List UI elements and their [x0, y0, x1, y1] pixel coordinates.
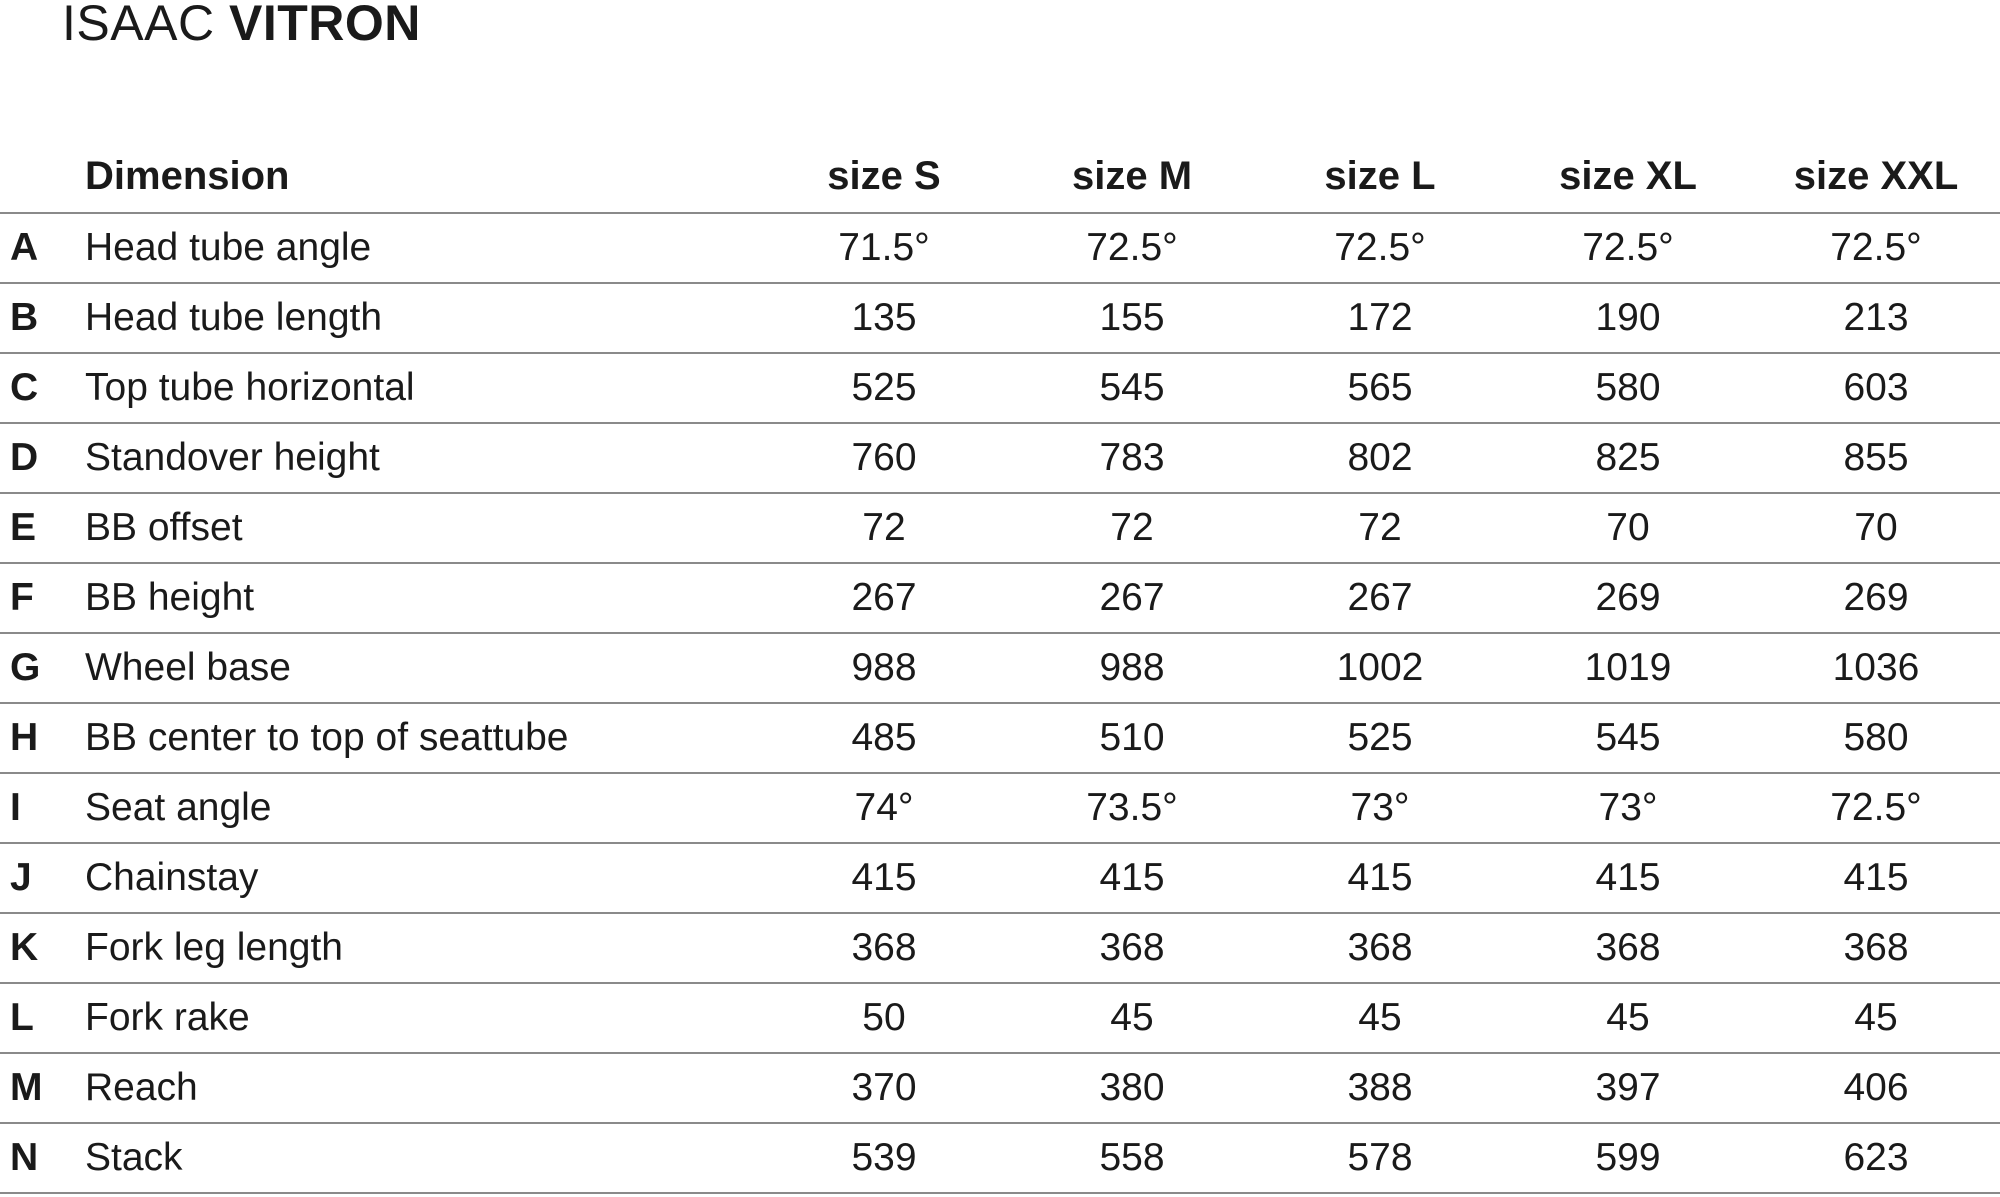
header-size-s: size S [760, 140, 1008, 213]
cell-size-m: 380 [1008, 1053, 1256, 1123]
header-row [0, 140, 2000, 213]
cell-size-xl: 368 [1504, 913, 1752, 983]
row-dimension-label: Reach [85, 1053, 760, 1123]
cell-size-m: 72 [1008, 493, 1256, 563]
row-dimension-label: Fork leg length [85, 913, 760, 983]
cell-size-l: 415 [1256, 843, 1504, 913]
cell-size-s: 74° [760, 773, 1008, 843]
table-row [0, 843, 2000, 913]
table-body [0, 213, 2000, 1193]
row-dimension-label: BB center to top of seattube [85, 703, 760, 773]
row-letter: A [0, 213, 85, 283]
cell-size-xl: 415 [1504, 843, 1752, 913]
row-dimension-label: Head tube angle [85, 213, 760, 283]
cell-size-l: 267 [1256, 563, 1504, 633]
row-letter: D [0, 423, 85, 493]
cell-size-xl: 825 [1504, 423, 1752, 493]
cell-size-s: 71.5° [760, 213, 1008, 283]
table-row [0, 1053, 2000, 1123]
cell-size-xxl: 623 [1752, 1123, 2000, 1193]
cell-size-m: 155 [1008, 283, 1256, 353]
table-row [0, 703, 2000, 773]
cell-size-m: 510 [1008, 703, 1256, 773]
header-size-m: size M [1008, 140, 1256, 213]
row-letter: K [0, 913, 85, 983]
table-row [0, 283, 2000, 353]
cell-size-m: 783 [1008, 423, 1256, 493]
table-row [0, 423, 2000, 493]
cell-size-xl: 73° [1504, 773, 1752, 843]
row-letter: N [0, 1123, 85, 1193]
cell-size-s: 485 [760, 703, 1008, 773]
cell-size-xl: 397 [1504, 1053, 1752, 1123]
table-row [0, 213, 2000, 283]
cell-size-m: 267 [1008, 563, 1256, 633]
cell-size-m: 45 [1008, 983, 1256, 1053]
table-row [0, 773, 2000, 843]
cell-size-xxl: 72.5° [1752, 213, 2000, 283]
table-header [0, 140, 2000, 213]
cell-size-xxl: 415 [1752, 843, 2000, 913]
cell-size-xxl: 855 [1752, 423, 2000, 493]
table-row [0, 983, 2000, 1053]
table-row [0, 1123, 2000, 1193]
cell-size-s: 415 [760, 843, 1008, 913]
row-letter: F [0, 563, 85, 633]
row-dimension-label: BB height [85, 563, 760, 633]
row-dimension-label: Fork rake [85, 983, 760, 1053]
header-letter [0, 140, 85, 213]
row-dimension-label: Standover height [85, 423, 760, 493]
cell-size-m: 545 [1008, 353, 1256, 423]
cell-size-s: 525 [760, 353, 1008, 423]
cell-size-l: 45 [1256, 983, 1504, 1053]
cell-size-xxl: 70 [1752, 493, 2000, 563]
cell-size-s: 50 [760, 983, 1008, 1053]
row-dimension-label: Wheel base [85, 633, 760, 703]
cell-size-m: 558 [1008, 1123, 1256, 1193]
cell-size-s: 539 [760, 1123, 1008, 1193]
row-letter: J [0, 843, 85, 913]
cell-size-xxl: 603 [1752, 353, 2000, 423]
row-dimension-label: Head tube length [85, 283, 760, 353]
cell-size-m: 72.5° [1008, 213, 1256, 283]
model-name: VITRON [228, 0, 421, 51]
cell-size-xl: 545 [1504, 703, 1752, 773]
cell-size-xl: 599 [1504, 1123, 1752, 1193]
cell-size-xl: 72.5° [1504, 213, 1752, 283]
header-size-l: size L [1256, 140, 1504, 213]
table-row [0, 913, 2000, 983]
cell-size-m: 73.5° [1008, 773, 1256, 843]
cell-size-xxl: 580 [1752, 703, 2000, 773]
cell-size-l: 72.5° [1256, 213, 1504, 283]
cell-size-m: 368 [1008, 913, 1256, 983]
row-letter: E [0, 493, 85, 563]
page-title [62, 0, 421, 51]
cell-size-l: 72 [1256, 493, 1504, 563]
header-dimension: Dimension [85, 140, 760, 213]
table-row [0, 493, 2000, 563]
row-letter: L [0, 983, 85, 1053]
row-letter: C [0, 353, 85, 423]
row-dimension-label: Top tube horizontal [85, 353, 760, 423]
brand-name: ISAAC [62, 0, 215, 51]
row-letter: I [0, 773, 85, 843]
cell-size-l: 565 [1256, 353, 1504, 423]
row-dimension-label: BB offset [85, 493, 760, 563]
row-dimension-label: Seat angle [85, 773, 760, 843]
cell-size-xxl: 1036 [1752, 633, 2000, 703]
cell-size-xxl: 406 [1752, 1053, 2000, 1123]
cell-size-xl: 70 [1504, 493, 1752, 563]
cell-size-xxl: 45 [1752, 983, 2000, 1053]
cell-size-s: 72 [760, 493, 1008, 563]
cell-size-l: 73° [1256, 773, 1504, 843]
table-row [0, 633, 2000, 703]
cell-size-xxl: 269 [1752, 563, 2000, 633]
cell-size-m: 415 [1008, 843, 1256, 913]
cell-size-xl: 190 [1504, 283, 1752, 353]
cell-size-l: 368 [1256, 913, 1504, 983]
cell-size-s: 368 [760, 913, 1008, 983]
row-letter: M [0, 1053, 85, 1123]
cell-size-xxl: 72.5° [1752, 773, 2000, 843]
cell-size-l: 1002 [1256, 633, 1504, 703]
cell-size-l: 578 [1256, 1123, 1504, 1193]
header-size-xl: size XL [1504, 140, 1752, 213]
geometry-table [0, 140, 2000, 1194]
row-letter: H [0, 703, 85, 773]
row-dimension-label: Stack [85, 1123, 760, 1193]
cell-size-s: 760 [760, 423, 1008, 493]
row-letter: B [0, 283, 85, 353]
cell-size-s: 988 [760, 633, 1008, 703]
cell-size-xl: 1019 [1504, 633, 1752, 703]
cell-size-l: 525 [1256, 703, 1504, 773]
cell-size-xl: 269 [1504, 563, 1752, 633]
cell-size-s: 267 [760, 563, 1008, 633]
row-dimension-label: Chainstay [85, 843, 760, 913]
header-size-xxl: size XXL [1752, 140, 2000, 213]
cell-size-l: 802 [1256, 423, 1504, 493]
cell-size-l: 388 [1256, 1053, 1504, 1123]
cell-size-xl: 580 [1504, 353, 1752, 423]
cell-size-xl: 45 [1504, 983, 1752, 1053]
cell-size-xxl: 213 [1752, 283, 2000, 353]
cell-size-m: 988 [1008, 633, 1256, 703]
table-row [0, 353, 2000, 423]
row-letter: G [0, 633, 85, 703]
cell-size-s: 135 [760, 283, 1008, 353]
cell-size-l: 172 [1256, 283, 1504, 353]
cell-size-s: 370 [760, 1053, 1008, 1123]
cell-size-xxl: 368 [1752, 913, 2000, 983]
table-row [0, 563, 2000, 633]
